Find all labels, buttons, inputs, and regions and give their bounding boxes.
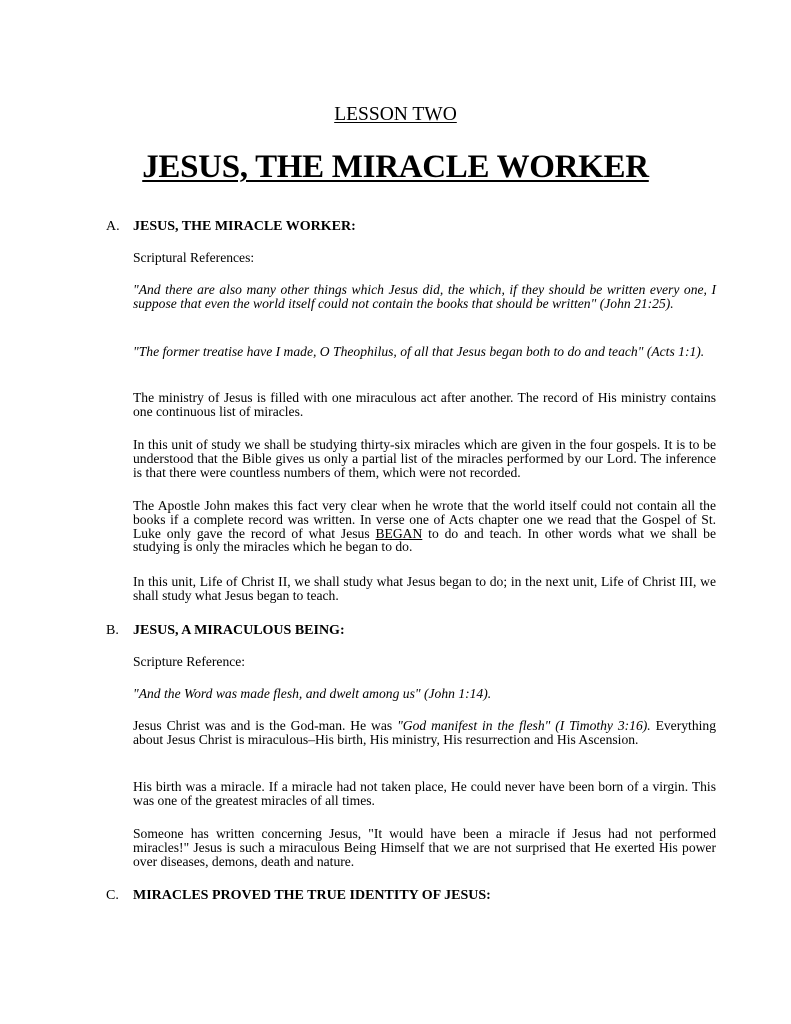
- paragraph-text: Jesus Christ was and is the God-man. He was: [133, 718, 398, 733]
- body-paragraph: [133, 719, 716, 747]
- paragraph-text: The Apostle John makes this fact very clear when he wrote that the world itself could not contain all the books if a complete record was written. In verse one of Acts chapter one we read that the Gospel of St. Luke only gave the record of what Jesus: [133, 498, 716, 541]
- section-a-heading: [106, 219, 726, 235]
- paragraph-text: to do and teach. In other words what we shall be studying is only the miracles which he began to do.: [133, 525, 716, 555]
- scripture-reference-label: Scripture Reference:: [133, 654, 246, 669]
- scripture-quote: "And the Word was made flesh, and dwelt among us" (John 1:14).: [133, 686, 492, 701]
- body-paragraph: His birth was a miracle. If a miracle had not taken place, He could never have been born of a virgin. This was one of the greatest miracles of all times.: [133, 779, 716, 808]
- scripture-reference-label: Scriptural References:: [133, 250, 255, 265]
- body-paragraph: The ministry of Jesus is filled with one miraculous act after another. The record of His ministry contains one continuous list of miracles.: [133, 390, 716, 419]
- body-paragraph: Someone has written concerning Jesus, "It would have been a miracle if Jesus had not performed miracles!" Jesus is such a miraculous Being Himself that we are not surprised that He exerted His power over diseases, demons, death and nature.: [133, 826, 716, 869]
- body-paragraph: In this unit of study we shall be studying thirty-six miracles which are given in the four gospels. It is to be understood that the Bible gives us only a partial list of the miracles performed by our Lord. The inference is that there were countless numbers of them, which were not recorded.: [133, 437, 716, 480]
- scripture-quote: "The former treatise have I made, O Theophilus, of all that Jesus began both to do and teach" (Acts 1:1).: [133, 344, 705, 359]
- section-marker: C.: [106, 888, 119, 903]
- paragraph-text: Everything about Jesus Christ is miraculous–His birth, His ministry, His resurrection and His Ascension.: [133, 718, 716, 747]
- body-paragraph: [133, 499, 716, 554]
- section-marker: B.: [106, 623, 119, 638]
- scripture-inline-quote: "God manifest in the flesh" (I Timothy 3:16).: [397, 718, 651, 733]
- section-heading-text: JESUS, THE MIRACLE WORKER:: [133, 219, 356, 234]
- section-c-heading: [106, 888, 726, 904]
- section-heading-text: JESUS, A MIRACULOUS BEING:: [133, 623, 345, 638]
- section-marker: A.: [106, 219, 120, 234]
- emphasis-began: BEGAN: [375, 525, 423, 541]
- section-b-heading: [106, 623, 726, 639]
- page-title: JESUS, THE MIRACLE WORKER: [142, 149, 649, 185]
- lesson-label: LESSON TWO: [334, 104, 457, 125]
- section-heading-text: MIRACLES PROVED THE TRUE IDENTITY OF JESUS:: [133, 888, 491, 903]
- body-paragraph: In this unit, Life of Christ II, we shall study what Jesus began to do; in the next unit, Life of Christ III, we shall study what Jesus began to teach.: [133, 574, 716, 603]
- scripture-quote: "And there are also many other things which Jesus did, the which, if they should be written every one, I suppose that even the world itself could not contain the books that should be written" (John 21:25).: [133, 282, 716, 311]
